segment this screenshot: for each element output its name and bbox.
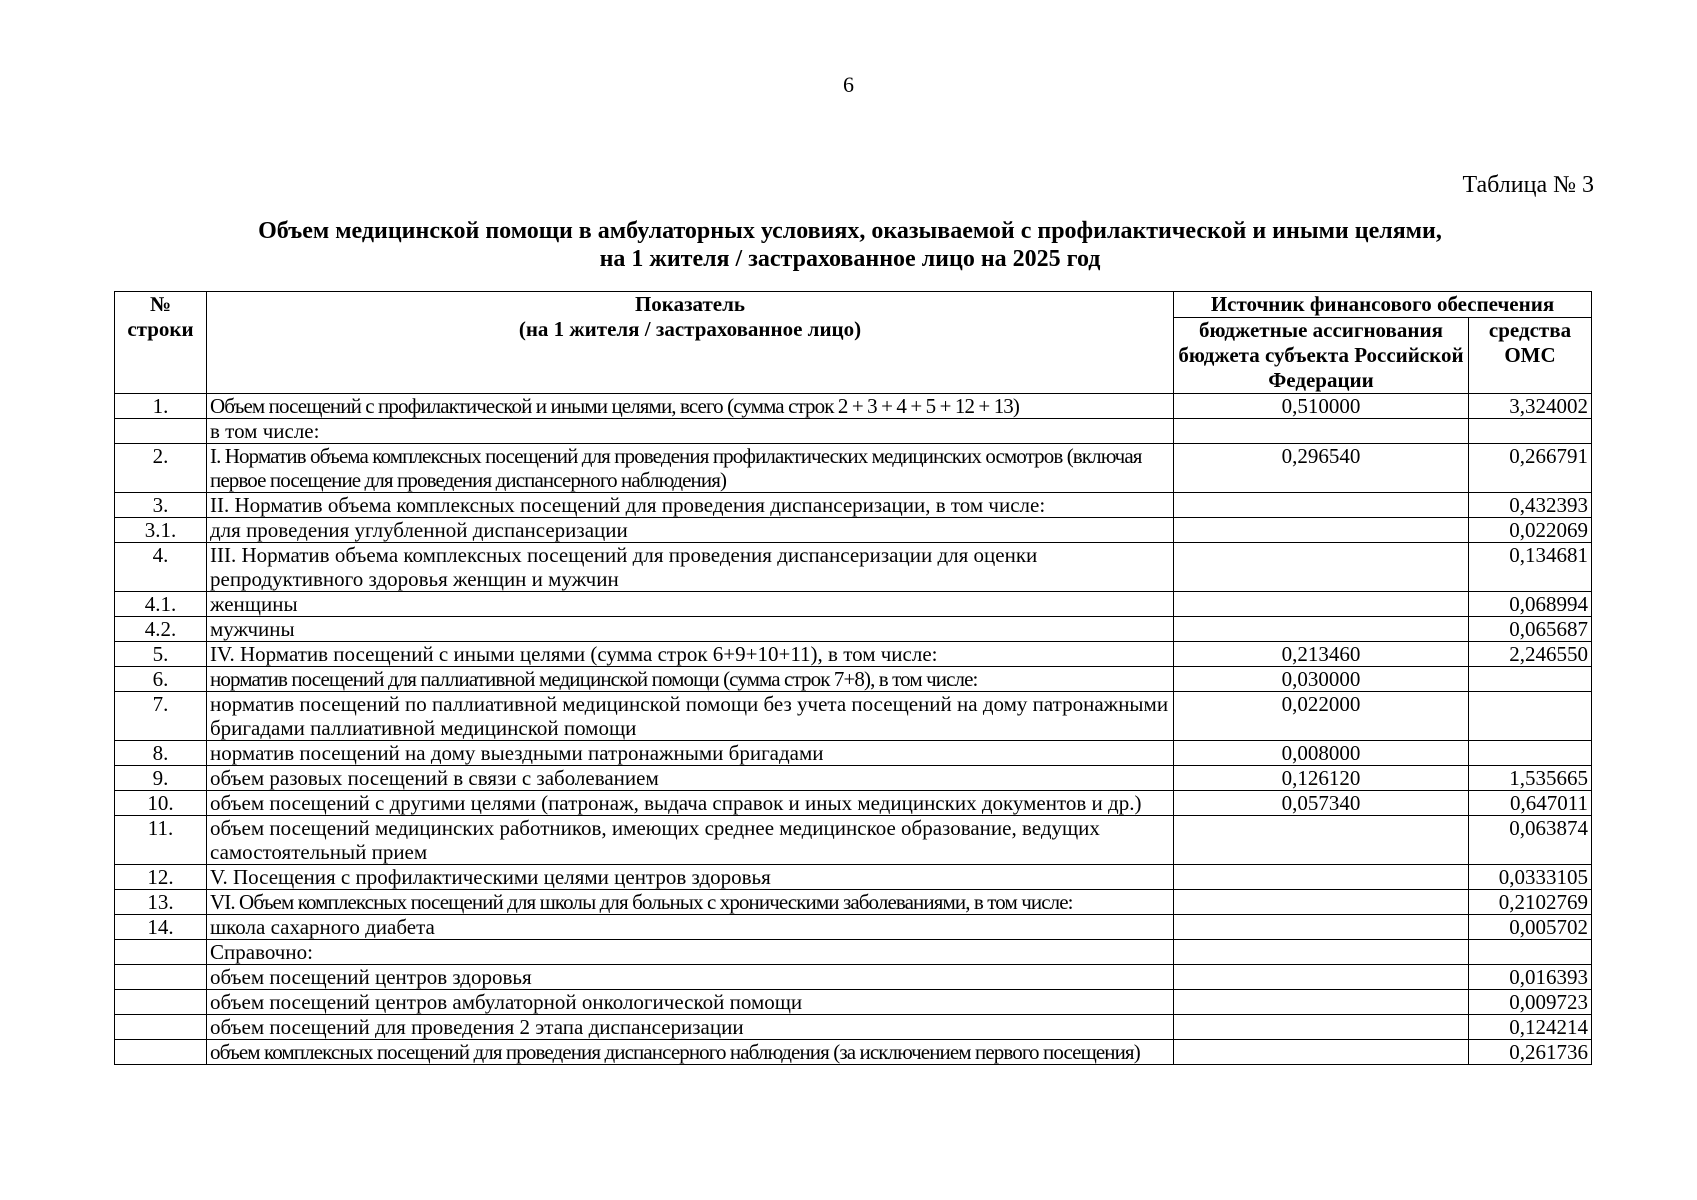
row-oms-value-cell: 2,246550 bbox=[1469, 642, 1592, 667]
row-number-cell bbox=[115, 940, 207, 965]
row-oms-value-cell: 0,0333105 bbox=[1469, 865, 1592, 890]
header-row-number bbox=[115, 292, 207, 394]
table-row bbox=[115, 444, 1592, 493]
row-oms-value-cell bbox=[1469, 940, 1592, 965]
row-oms-value-cell: 0,005702 bbox=[1469, 915, 1592, 940]
header-indicator-subtitle: (на 1 жителя / застрахованное лицо) bbox=[518, 317, 862, 341]
row-budget-value-cell: 0,510000 bbox=[1174, 394, 1469, 419]
row-oms-value-cell bbox=[1469, 741, 1592, 766]
header-num-symbol: № bbox=[149, 292, 172, 316]
row-oms-value-cell: 3,324002 bbox=[1469, 394, 1592, 419]
table-row bbox=[115, 419, 1592, 444]
row-oms-value-cell: 0,2102769 bbox=[1469, 890, 1592, 915]
table-row bbox=[115, 617, 1592, 642]
row-oms-value-cell bbox=[1469, 419, 1592, 444]
table-row bbox=[115, 816, 1592, 865]
table-row bbox=[115, 741, 1592, 766]
table-body bbox=[115, 394, 1592, 1065]
row-number-cell: 3.1. bbox=[115, 518, 207, 543]
row-number-cell bbox=[115, 1015, 207, 1040]
row-number-cell bbox=[115, 990, 207, 1015]
row-indicator-cell: норматив посещений для паллиативной медицинской помощи (сумма строк 7+8), в том числе: bbox=[207, 667, 1174, 692]
table-row bbox=[115, 766, 1592, 791]
row-indicator-cell: норматив посещений на дому выездными патронажными бригадами bbox=[207, 741, 1174, 766]
row-oms-value-cell: 0,134681 bbox=[1469, 543, 1592, 592]
row-number-cell: 14. bbox=[115, 915, 207, 940]
row-indicator-cell: Справочно: bbox=[207, 940, 1174, 965]
row-budget-value-cell: 0,213460 bbox=[1174, 642, 1469, 667]
header-budget: бюджетные ассигнования бюджета субъекта Российской Федерации bbox=[1174, 318, 1469, 394]
row-indicator-cell: для проведения углубленной диспансеризации bbox=[207, 518, 1174, 543]
header-row-1 bbox=[115, 292, 1592, 318]
row-oms-value-cell: 0,063874 bbox=[1469, 816, 1592, 865]
row-indicator-cell: объем посещений медицинских работников, имеющих среднее медицинское образование, ведущих самостоятельный прием bbox=[207, 816, 1174, 865]
row-oms-value-cell: 0,022069 bbox=[1469, 518, 1592, 543]
header-indicator-title: Показатель bbox=[634, 292, 746, 316]
row-number-cell: 3. bbox=[115, 493, 207, 518]
row-oms-value-cell: 0,266791 bbox=[1469, 444, 1592, 493]
row-budget-value-cell bbox=[1174, 915, 1469, 940]
row-oms-value-cell: 0,647011 bbox=[1469, 791, 1592, 816]
row-number-cell: 7. bbox=[115, 692, 207, 741]
row-indicator-cell: мужчины bbox=[207, 617, 1174, 642]
row-number-cell: 2. bbox=[115, 444, 207, 493]
row-indicator-cell: объем посещений центров здоровья bbox=[207, 965, 1174, 990]
header-indicator bbox=[207, 292, 1174, 394]
row-number-cell: 9. bbox=[115, 766, 207, 791]
row-budget-value-cell: 0,057340 bbox=[1174, 791, 1469, 816]
row-number-cell: 11. bbox=[115, 816, 207, 865]
row-number-cell: 8. bbox=[115, 741, 207, 766]
table-row bbox=[115, 667, 1592, 692]
row-budget-value-cell bbox=[1174, 1040, 1469, 1065]
row-budget-value-cell bbox=[1174, 518, 1469, 543]
row-number-cell: 12. bbox=[115, 865, 207, 890]
header-funding-source: Источник финансового обеспечения bbox=[1174, 292, 1592, 318]
table-row bbox=[115, 518, 1592, 543]
row-budget-value-cell: 0,022000 bbox=[1174, 692, 1469, 741]
table-row bbox=[115, 890, 1592, 915]
row-number-cell bbox=[115, 419, 207, 444]
row-oms-value-cell: 0,432393 bbox=[1469, 493, 1592, 518]
row-budget-value-cell bbox=[1174, 1015, 1469, 1040]
table-row bbox=[115, 592, 1592, 617]
row-indicator-cell: объем посещений с другими целями (патронаж, выдача справок и иных медицинских документов и др.) bbox=[207, 791, 1174, 816]
header-oms: средства ОМС bbox=[1469, 318, 1592, 394]
row-indicator-cell: объем посещений центров амбулаторной онкологической помощи bbox=[207, 990, 1174, 1015]
row-budget-value-cell bbox=[1174, 493, 1469, 518]
row-budget-value-cell bbox=[1174, 890, 1469, 915]
row-indicator-cell: III. Норматив объема комплексных посещений для проведения диспансеризации для оценки репродуктивного здоровья женщин и мужчин bbox=[207, 543, 1174, 592]
row-oms-value-cell bbox=[1469, 692, 1592, 741]
row-number-cell bbox=[115, 1040, 207, 1065]
row-number-cell: 1. bbox=[115, 394, 207, 419]
row-indicator-cell: норматив посещений по паллиативной медицинской помощи без учета посещений на дому патронажными бригадами паллиативной медицинской помощи bbox=[207, 692, 1174, 741]
table-row bbox=[115, 990, 1592, 1015]
row-budget-value-cell bbox=[1174, 816, 1469, 865]
row-budget-value-cell: 0,126120 bbox=[1174, 766, 1469, 791]
table-row bbox=[115, 965, 1592, 990]
row-budget-value-cell: 0,030000 bbox=[1174, 667, 1469, 692]
row-budget-value-cell bbox=[1174, 990, 1469, 1015]
row-budget-value-cell bbox=[1174, 543, 1469, 592]
row-oms-value-cell: 0,068994 bbox=[1469, 592, 1592, 617]
row-oms-value-cell: 0,009723 bbox=[1469, 990, 1592, 1015]
row-number-cell: 6. bbox=[115, 667, 207, 692]
table-row bbox=[115, 1015, 1592, 1040]
row-number-cell: 13. bbox=[115, 890, 207, 915]
row-budget-value-cell: 0,296540 bbox=[1174, 444, 1469, 493]
table-row bbox=[115, 543, 1592, 592]
row-budget-value-cell bbox=[1174, 965, 1469, 990]
row-oms-value-cell: 0,065687 bbox=[1469, 617, 1592, 642]
document-title bbox=[100, 217, 1600, 273]
row-oms-value-cell: 0,016393 bbox=[1469, 965, 1592, 990]
title-line-1: Объем медицинской помощи в амбулаторных условиях, оказываемой с профилактической и иными целями, bbox=[258, 218, 1442, 244]
row-oms-value-cell: 0,124214 bbox=[1469, 1015, 1592, 1040]
row-number-cell: 4.1. bbox=[115, 592, 207, 617]
row-indicator-cell: школа сахарного диабета bbox=[207, 915, 1174, 940]
table-row bbox=[115, 1040, 1592, 1065]
title-line-2: на 1 жителя / застрахованное лицо на 2025 год bbox=[599, 246, 1101, 272]
row-indicator-cell: женщины bbox=[207, 592, 1174, 617]
page-number: 6 bbox=[843, 72, 854, 97]
row-indicator-cell: объем разовых посещений в связи с заболеванием bbox=[207, 766, 1174, 791]
row-indicator-cell: I. Норматив объема комплексных посещений для проведения профилактических медицинских осмотров (включая первое посещение для проведения диспансерного наблюдения) bbox=[207, 444, 1174, 493]
row-number-cell: 4.2. bbox=[115, 617, 207, 642]
table-row bbox=[115, 692, 1592, 741]
row-budget-value-cell bbox=[1174, 419, 1469, 444]
volume-table bbox=[114, 291, 1592, 1065]
table-row bbox=[115, 394, 1592, 419]
row-indicator-cell: объем посещений для проведения 2 этапа диспансеризации bbox=[207, 1015, 1174, 1040]
row-number-cell: 5. bbox=[115, 642, 207, 667]
row-indicator-cell: Объем посещений с профилактической и иными целями, всего (сумма строк 2 + 3 + 4 + 5 + 12 + 13) bbox=[207, 394, 1174, 419]
row-indicator-cell: II. Норматив объема комплексных посещений для проведения диспансеризации, в том числе: bbox=[207, 493, 1174, 518]
table-row bbox=[115, 865, 1592, 890]
row-indicator-cell: V. Посещения с профилактическими целями центров здоровья bbox=[207, 865, 1174, 890]
row-oms-value-cell bbox=[1469, 667, 1592, 692]
table-row bbox=[115, 915, 1592, 940]
header-num-word: строки bbox=[127, 317, 194, 341]
table-row bbox=[115, 493, 1592, 518]
row-indicator-cell: объем комплексных посещений для проведения диспансерного наблюдения (за исключением первого посещения) bbox=[207, 1040, 1174, 1065]
row-indicator-cell: IV. Норматив посещений с иными целями (сумма строк 6+9+10+11), в том числе: bbox=[207, 642, 1174, 667]
row-indicator-cell: VI. Объем комплексных посещений для школы для больных с хроническими заболеваниями, в том числе: bbox=[207, 890, 1174, 915]
row-budget-value-cell bbox=[1174, 865, 1469, 890]
row-number-cell: 4. bbox=[115, 543, 207, 592]
row-oms-value-cell: 1,535665 bbox=[1469, 766, 1592, 791]
table-row bbox=[115, 791, 1592, 816]
row-number-cell: 10. bbox=[115, 791, 207, 816]
table-row bbox=[115, 940, 1592, 965]
row-budget-value-cell bbox=[1174, 940, 1469, 965]
row-budget-value-cell bbox=[1174, 592, 1469, 617]
table-row bbox=[115, 642, 1592, 667]
row-budget-value-cell: 0,008000 bbox=[1174, 741, 1469, 766]
row-budget-value-cell bbox=[1174, 617, 1469, 642]
row-number-cell bbox=[115, 965, 207, 990]
row-indicator-cell: в том числе: bbox=[207, 419, 1174, 444]
row-oms-value-cell: 0,261736 bbox=[1469, 1040, 1592, 1065]
table-label: Таблица № 3 bbox=[1462, 172, 1594, 198]
